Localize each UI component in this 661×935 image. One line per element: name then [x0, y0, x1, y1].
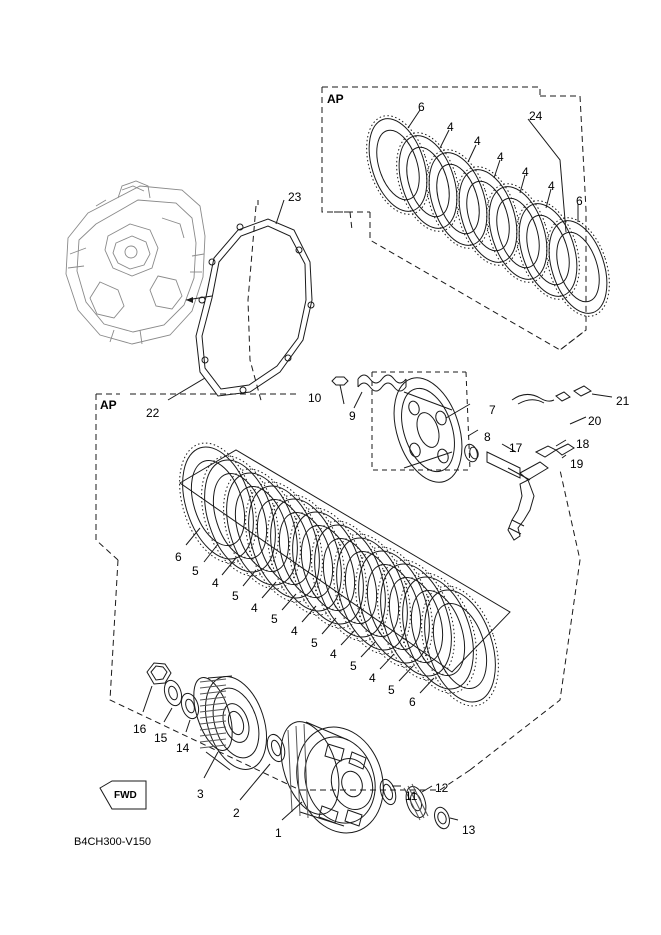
callout-4-top-2: 4: [474, 134, 481, 148]
callout-10: 10: [308, 391, 322, 405]
callout-13: 13: [462, 823, 476, 837]
callout-4-top-1: 4: [447, 120, 454, 134]
callout-16: 16: [133, 722, 147, 736]
callout-14: 14: [176, 741, 190, 755]
callout-3: 3: [197, 787, 204, 801]
callout-17: 17: [509, 441, 523, 455]
callout-22: 22: [146, 406, 160, 420]
callout-5-main-2: 5: [232, 589, 239, 603]
callout-15: 15: [154, 731, 168, 745]
callout-5-main-1: 5: [192, 564, 199, 578]
callout-6-top-left: 6: [418, 100, 425, 114]
callout-4-top-4: 4: [522, 165, 529, 179]
callout-4-main-2: 4: [251, 601, 258, 615]
callout-4-top-3: 4: [497, 150, 504, 164]
callout-4-main-3: 4: [291, 624, 298, 638]
callout-5-main-3: 5: [271, 612, 278, 626]
callout-5-main-4: 5: [311, 636, 318, 650]
callout-4-main-1: 4: [212, 576, 219, 590]
ap-label-top: AP: [327, 92, 344, 106]
part-code-label: B4CH300-V150: [74, 836, 152, 848]
callout-2: 2: [233, 806, 240, 820]
callout-5-main-5: 5: [350, 659, 357, 673]
callout-18: 18: [576, 437, 590, 451]
callout-23: 23: [288, 190, 302, 204]
callout-11: 11: [405, 789, 418, 803]
callout-1: 1: [275, 826, 282, 840]
fwd-direction-label: FWD: [114, 790, 137, 801]
callout-4-top-5: 4: [548, 179, 555, 193]
callout-19: 19: [570, 457, 584, 471]
callout-9: 9: [349, 409, 356, 423]
callout-4-main-5: 4: [369, 671, 376, 685]
callout-4-main-4: 4: [330, 647, 337, 661]
callout-8: 8: [484, 430, 491, 444]
callout-7: 7: [489, 403, 496, 417]
callout-6-top-right: 6: [576, 194, 583, 208]
callout-20: 20: [588, 414, 602, 428]
callout-6-main-first: 6: [175, 550, 182, 564]
callout-24: 24: [529, 109, 543, 123]
callout-6-main-last: 6: [409, 695, 416, 709]
callout-12: 12: [435, 781, 449, 795]
callout-21: 21: [616, 394, 630, 408]
ap-label-bottom: AP: [100, 398, 117, 412]
callout-5-main-6: 5: [388, 683, 395, 697]
